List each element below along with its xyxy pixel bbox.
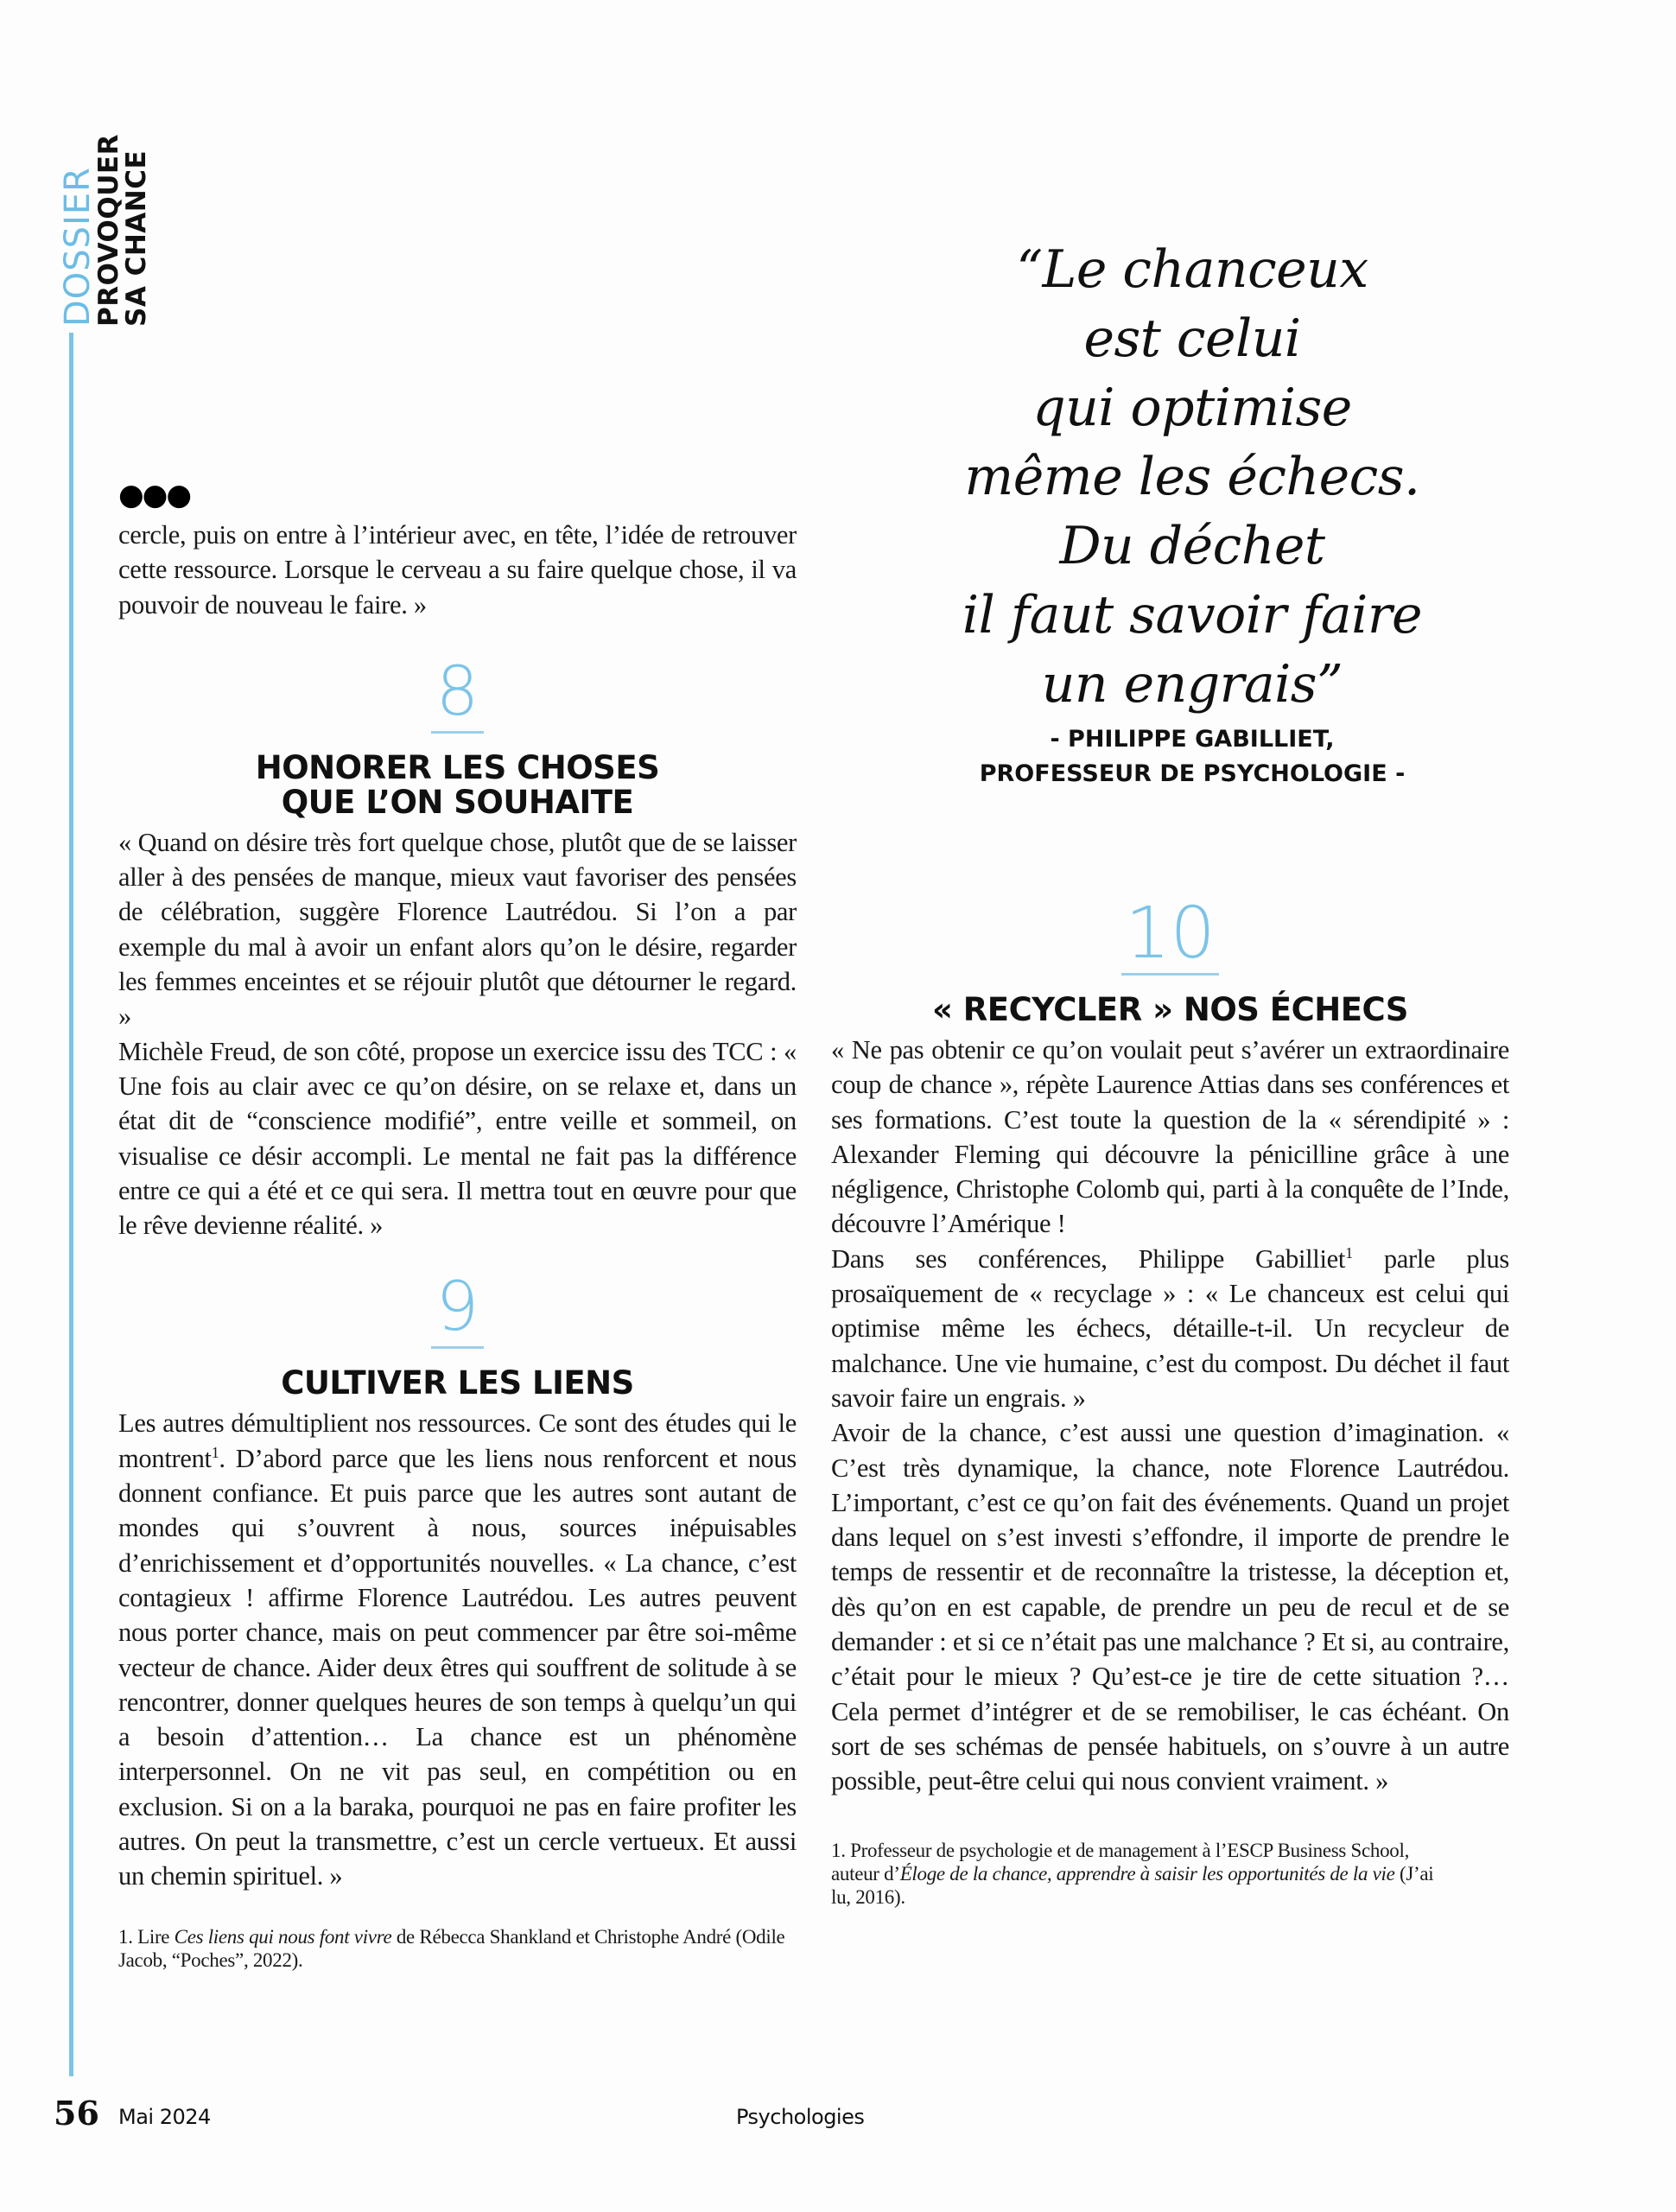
footnote-text: de Rébecca Shankland et Christophe André (Odile Jacob, “Poches”, 2022). (118, 1925, 785, 1971)
body-paragraph: Avoir de la chance, c’est aussi une question d’imagination. « C’est très dynamique, la chance, note Florence Lautrédou. L’important, c’est ce qu’on fait des événements. Quand un projet dans lequel on s’est investi s’effondre, il importe de prendre le temps de ressentir et de reconnaître la tristesse, la déception et, dès qu’on en est capable, de prendre un peu de recul et de se demander : et si ce n’était pas une malchance ? Et si, au contraire, c’était pour le mieux ? Qu’est-ce je tire de cette situation ?… Cela permet d’intégrer et de se remobiliser, le cas échéant. On sort de ses schémas de pensée habituels, on s’ouvre à un autre possible, peut-être celui qui nous convient vraiment. » (831, 1418, 1509, 1796)
body-paragraph: « Quand on désire très fort quelque chose, plutôt que de se laisser aller à des pensées de manque, mieux vaut favoriser des pensées de célébration, suggère Florence Lautrédou. Si l’on a par exemple du mal à avoir un enfant alors qu’on le désire, regarder les femmes enceintes et se réjouir plutôt que détourner le regard. » (118, 827, 797, 1032)
kicker-topic-line1: PROVOQUER (93, 134, 124, 327)
pull-quote-line: est celui (1083, 308, 1301, 369)
footnote-text: (J’ai lu, 2016). (831, 1862, 1434, 1908)
pull-quote-line: un engrais” (1041, 654, 1343, 715)
section-number-10 (831, 893, 1509, 976)
body-paragraph: Michèle Freud, de son côté, propose un exercice issu des TCC : « Une fois au clair avec ce qu’on désire, on se relaxe et, dans un état dit de “conscience modifié”, entre veille et sommeil, on visualise ce désir accompli. Le mental ne fait pas la différence entre ce qui a été et ce qui sera. Il mettra tout en œuvre pour que le rêve devienne réalité. » (118, 1036, 797, 1241)
footnote-text: 1. Lire (118, 1925, 175, 1948)
page-number: 56 (54, 2094, 99, 2133)
footnote (831, 1839, 1436, 1909)
section-title-line: QUE L’ON SOUHAITE (281, 783, 634, 821)
section-number-8 (118, 652, 797, 734)
pull-quote-line: même les échecs. (964, 447, 1420, 507)
section-number: 10 (1121, 899, 1218, 976)
magazine-name: Psychologies (736, 2105, 865, 2129)
section-kicker (60, 119, 173, 327)
section-number: 8 (431, 657, 485, 734)
section-number-9 (118, 1268, 797, 1349)
pull-quote (933, 235, 1451, 791)
section-number: 9 (431, 1272, 485, 1349)
footnote-book-title: Ces liens qui nous font vivre (174, 1925, 392, 1948)
body-paragraph (831, 1242, 1509, 1415)
footnote-book-title: Éloge de la chance, apprendre à saisir les opportunités de la vie (899, 1862, 1395, 1885)
pull-quote-attribution: - PHILIPPE GABILLIET, (1050, 726, 1335, 753)
pull-quote-line: qui optimise (1032, 378, 1352, 438)
pull-quote-line: “Le chanceux (1016, 239, 1368, 300)
pull-quote-attribution-role: PROFESSEUR DE PSYCHOLOGIE - (979, 760, 1406, 787)
pull-quote-line: il faut savoir faire (962, 585, 1423, 645)
continuation-dots-icon: ●●● (118, 478, 191, 512)
kicker-section-label: DOSSIER (58, 167, 98, 327)
section-title-10 (831, 993, 1509, 1027)
section-title-9 (118, 1366, 797, 1401)
page-footer (54, 2091, 1676, 2143)
body-paragraph (118, 1406, 797, 1893)
body-paragraph: « Ne pas obtenir ce qu’on voulait peut s’avérer un extraordinaire coup de chance », répète Laurence Attias dans ses conférences et ses formations. C’est toute la question de la « sérendipité » : Alexander Fleming qui découvre la pénicilline grâce à une négligence, Christophe Colomb qui, parti à la conquête de l’Inde, découvre l’Amérique ! (831, 1035, 1509, 1239)
right-column (831, 893, 1509, 1909)
kicker-topic-line2: SA CHANCE (121, 149, 152, 327)
footnote (118, 1925, 797, 1972)
body-text-span: . D’abord parce que les liens nous renforcent et nous donnent confiance. Et puis parce que les autres sont autant de mondes qui s’ouvrent à nous, sources inépuisables d’enrichissement et d’opportunités nouvelles. « La chance, c’est contagieux ! affirme Florence Lautrédou. Les autres peuvent nous porter chance, mais on peut commencer par être soi-même vecteur de chance. Aider deux êtres qui souffrent de solitude à se rencontrer, donner quelques heures de son temps à quelqu’un qui a besoin d’attention… La chance est un phénomène interpersonnel. On ne vit pas seul, en compétition ou en exclusion. Si on a la baraka, pourquoi ne pas en faire profiter les autres. On peut la transmettre, c’est un cercle vertueux. Et aussi un chemin spirituel. » (118, 1443, 797, 1891)
body-text-span: Dans ses conférences, Philippe Gabilliet (831, 1243, 1346, 1274)
footnote-text: 1. Professeur de psychologie et de management à l’ESCP Business School, auteur d’ (831, 1839, 1410, 1885)
footnote-ref: 1 (1345, 1243, 1353, 1262)
body-text-span: Les autres démultiplient nos ressources. Ce sont des études qui le montrent (118, 1408, 797, 1473)
section-title-line: HONORER LES CHOSES (255, 748, 660, 786)
issue-date: Mai 2024 (118, 2105, 211, 2129)
section-accent-rule (69, 333, 73, 2076)
pull-quote-line: Du déchet (1059, 516, 1325, 576)
section-title-line: CULTIVER LES LIENS (281, 1364, 634, 1402)
section-title-8 (118, 748, 797, 821)
section-title-line: « RECYCLER » NOS ÉCHECS (932, 991, 1408, 1028)
continuation-paragraph: cercle, puis on entre à l’intérieur avec, en tête, l’idée de retrouver cette ressource. Lorsque le cerveau a su faire quelque chose, il va pouvoir de nouveau le faire. » (118, 520, 797, 620)
left-column (118, 480, 797, 1972)
footnote-ref: 1 (211, 1443, 219, 1461)
body-text-span: parle plus prosaïquement de « recyclage » : « Le chanceux est celui qui optimise même les échecs, détaille-t-il. Un recycleur de malchance. Une vie humaine, c’est du compost. Du déchet il faut savoir faire un engrais. » (831, 1243, 1509, 1413)
